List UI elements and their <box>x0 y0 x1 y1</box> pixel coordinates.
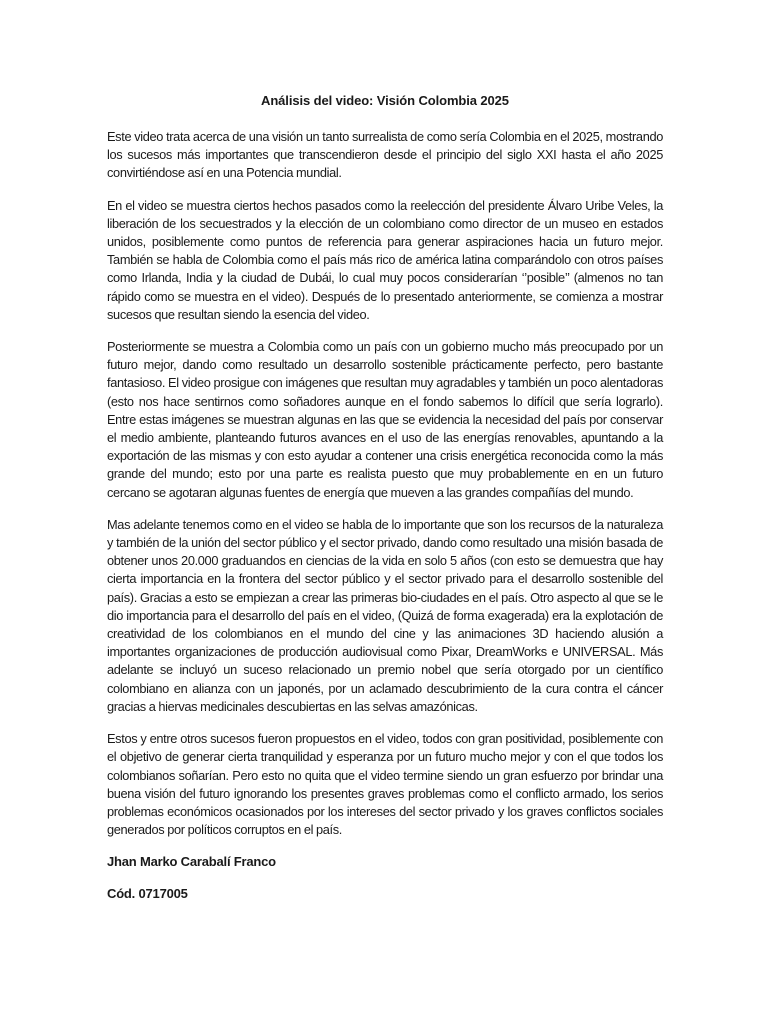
paragraph-intro: Este video trata acerca de una visión un tanto surrealista de como sería Colombia en el 2025, mostrando los sucesos más importantes que transcendieron desde el principio del siglo XXI hasta el año 2025 convirtiéndose así en una Potencia mundial. <box>107 129 663 181</box>
paragraph-sustainable-development: Posteriormente se muestra a Colombia como un país con un gobierno mucho más preocupado por un futuro mejor, dando como resultado un desarrollo sostenible prácticamente perfecto, pero bastante fantasioso. El video prosigue con imágenes que resultan muy agradables y también un poco alentadoras (esto nos hace sentirnos como soñadores aunque en el fondo sabemos lo difícil que sería lograrlo). Entre estas imágenes se muestran algunas en las que se evidencia la necesidad del país por conservar el medio ambiente, planteando futuros avances en el uso de las energías renovables, apuntando a la exportación de las mismas y con esto ayudar a contener una crisis energética reconocida como la más grande del mundo; esto por una parte es realista puesto que muy probablemente en en un futuro cercano se agotaran algunas fuentes de energía que mueven a las grandes compañías del mundo. <box>107 339 663 500</box>
paragraph-past-events: En el video se muestra ciertos hechos pasados como la reelección del presidente Álvaro Uribe Veles, la liberación de los secuestrados y la elección de un colombiano como director de un museo en estados unidos, posiblemente como puntos de referencia para generar aspiraciones hacia un futuro mejor. También se habla de Colombia como el país más rico de américa latina comparándolo con otros países como Irlanda, India y la ciudad de Dubái, lo cual muy pocos considerarían ‘’posible’’ (almenos no tan rápido como se muestra en el video). Después de lo presentado anteriormente, se comienza a mostrar sucesos que resultan siendo la esencia del video. <box>107 197 663 322</box>
paragraph-public-private: Mas adelante tenemos como en el video se habla de lo importante que son los recursos de la naturaleza y también de la unión del sector público y el sector privado, dando como resultado una misión basada de obtener unos 20.000 graduandos en ciencias de la vida en solo 5 años (con esto se demuestra que hay cierta importancia en la frontera del sector público y el sector privado para el desarrollo sostenible del país). Gracias a esto se empiezan a crear las primeras bio-ciudades en el país. Otro aspecto al que se le dio importancia para el desarrollo del país en el video, (Quizá de forma exagerada) era la explotación de creatividad de los colombianos en el mundo del cine y las animaciones 3D haciendo alusión a importantes organizaciones de producción audiovisual como Pixar, DreamWorks e UNIVERSAL. Más adelante se incluyó un suceso relacionado un premio nobel que sería otorgado por un científico colombiano en alianza con un japonés, por un aclamado descubrimiento de la cura contra el cáncer gracias a hiervas medicinales descubiertas en las selvas amazónicas. <box>107 516 663 714</box>
paragraph-conclusion: Estos y entre otros sucesos fueron propuestos en el video, todos con gran positividad, posiblemente con el objetivo de generar cierta tranquilidad y esperanza por un futuro mucho mejor y con el que todos los colombianos soñarían. Pero esto no quita que el video termine siendo un gran esfuerzo por brindar una buena visión del futuro ignorando los presentes graves problemas como el conflicto armado, los serios problemas económicos ocasionados por los intereses del sector privado y los graves conflictos sociales generados por políticos corruptos en el país. <box>107 731 663 838</box>
student-code: Cód. 0717005 <box>107 886 188 902</box>
document-title: Análisis del video: Visión Colombia 2025 <box>261 93 509 108</box>
author-name: Jhan Marko Carabalí Franco <box>107 854 276 870</box>
